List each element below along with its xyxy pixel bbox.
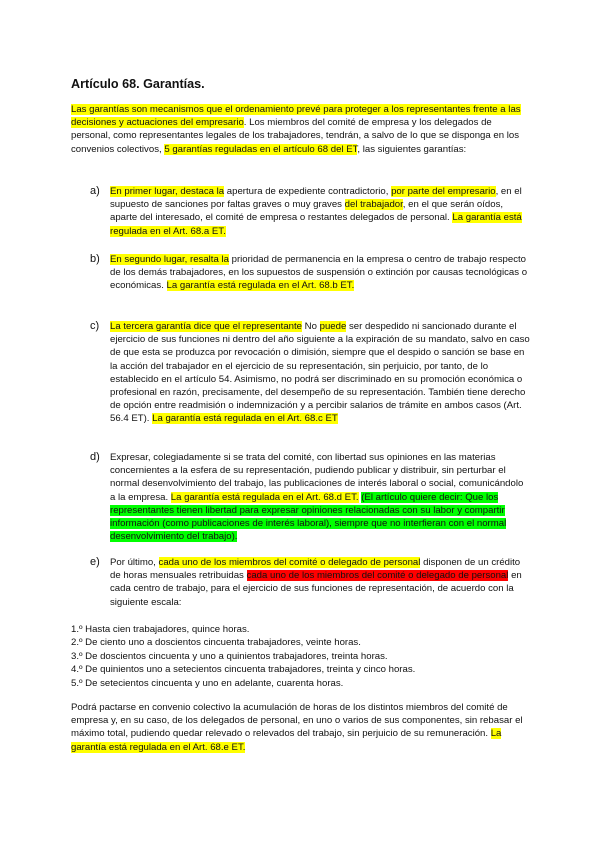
highlight: La garantía está regulada en el Art. 68.d ET.	[170, 491, 359, 503]
list-marker: c)	[90, 320, 100, 332]
text: , en el que serán oídos, aparte del interesado, el comité de empresa o restantes delegados de personal.	[110, 199, 504, 224]
highlight: La tercera garantía dice que el representante	[110, 321, 303, 332]
list-marker: a)	[90, 185, 100, 197]
scale-row: 2.º De ciento uno a doscientos cincuenta trabajadores, veinte horas.	[71, 637, 361, 649]
text: Expresar, colegiadamente si se trata del comité, con libertad sus opiniones en las materias concernientes a la esfera de su representación, pudiendo publicar y distribuir, sin perturbar el normal desenvolvimiento del trabajo, las publicaciones de interés laboral o social, comunicándolo a la empresa.	[110, 452, 524, 503]
list-item-body	[110, 253, 530, 293]
red-highlight: cada uno de los miembros del comité o delegado de personal	[246, 570, 509, 582]
list-item-body	[110, 185, 530, 238]
highlight: En segundo lugar, resalta la	[110, 254, 229, 265]
list-item-body	[110, 556, 530, 609]
text: prioridad de permanencia en la empresa o centro de trabajo respecto de los demás trabajadores, en los supuestos de suspensión o extinción por causas tecnológicas o económicas.	[110, 254, 528, 292]
highlight: La garantía está regulada en el Art. 68.b ET.	[166, 280, 355, 292]
list-item-a	[90, 185, 530, 238]
highlight: cada uno de los miembros del comité o delegado de personal	[158, 557, 421, 568]
text: Por último,	[110, 557, 159, 568]
green-highlight: (El artículo quiere decir: Que los representantes tienen libertad para expresar opiniones relacionadas con su labor y compartir información (como publicaciones de interés laboral), siempre que no interfieran con el normal desenvolvimiento del trabajo).	[110, 491, 507, 543]
closing-paragraph	[71, 701, 531, 754]
list-marker: b)	[90, 253, 100, 265]
intro-highlight: Las garantías son mecanismos que el ordenamiento prevé para proteger a los representantes frente a las decisiones y actuaciones del empresario	[71, 104, 521, 129]
intro-text-2: , las siguientes garantías:	[357, 143, 467, 155]
scale-row: 4.º De quinientos uno a setecientos cincuenta trabajadores, treinta y cinco horas.	[71, 664, 416, 676]
list-marker: d)	[90, 451, 100, 463]
list-marker: e)	[90, 556, 100, 568]
highlight: del trabajador	[344, 199, 403, 211]
highlight: La garantía está regulada en el Art. 68.a ET.	[110, 212, 522, 237]
text: , en el supuesto de sanciones por faltas graves o muy graves	[110, 186, 522, 211]
text: apertura de expediente contradictorio,	[224, 186, 392, 197]
text: ser despedido ni sancionado durante el ejercicio de sus funciones ni dentro del año siguiente a la expiración de su mandato, salvo en caso de que esta se produzca por revocación o dimisión, siempre que el despido o sanción se base en la acción del trabajador en el ejercicio de su representación, sin perjuicio, por tanto, de lo establecido en el artículo 54. Asimismo, no podrá ser discriminado en su promoción económica o profesional en razón, precisamente, del desempeño de su representación. También tiene derecho de opción entre readmisión o indemnización y a percibir salarios de trámite en ambos casos (Art. 56.4 ET).	[110, 321, 530, 425]
list-item-body	[110, 320, 530, 426]
list-item-body	[110, 451, 530, 543]
list-item-d	[90, 451, 530, 543]
highlight: por parte del empresario	[391, 186, 496, 197]
intro-paragraph	[71, 103, 531, 156]
text: disponen de un crédito de horas mensuales retribuidas	[110, 557, 521, 582]
highlight: La garantía está regulada en el Art. 68.c ET	[152, 413, 338, 425]
list-item-b	[90, 253, 530, 293]
hours-scale-list	[71, 623, 531, 690]
highlight: puede	[319, 321, 347, 332]
text: en cada centro de trabajo, para el ejercicio de sus funciones de representación, de acuerdo con la siguiente escala:	[110, 570, 522, 608]
highlight: En primer lugar, destaca la	[110, 186, 225, 197]
text: Podrá pactarse en convenio colectivo la acumulación de horas de los distintos miembros del comité de empresa y, en su caso, de los delegados de personal, en uno o varios de sus componentes, sin rebasar el máximo total, pudiendo quedar relevado o relevados del trabajo, sin perjuicio de su remuneración.	[71, 702, 523, 740]
list-item-c	[90, 320, 530, 426]
highlight: La garantía está regulada en el Art. 68.e ET.	[71, 728, 502, 753]
scale-row: 3.º De doscientos cincuenta y uno a quinientos trabajadores, treinta horas.	[71, 650, 388, 662]
intro-text-1: . Los miembros del comité de empresa y los delegados de personal, como representantes legales de los trabajadores, tendrán, a salvo de lo que se disponga en los convenios colectivos,	[71, 117, 519, 155]
scale-row: 1.º Hasta cien trabajadores, quince horas.	[71, 624, 250, 635]
article-title: Artículo 68. Garantías.	[71, 77, 205, 91]
intro-highlight-2: 5 garantías reguladas en el artículo 68 del ET	[164, 143, 358, 155]
text: No	[302, 321, 320, 332]
scale-row: 5.º De setecientos cincuenta y uno en adelante, cuarenta horas.	[71, 677, 344, 689]
list-item-e	[90, 556, 530, 609]
